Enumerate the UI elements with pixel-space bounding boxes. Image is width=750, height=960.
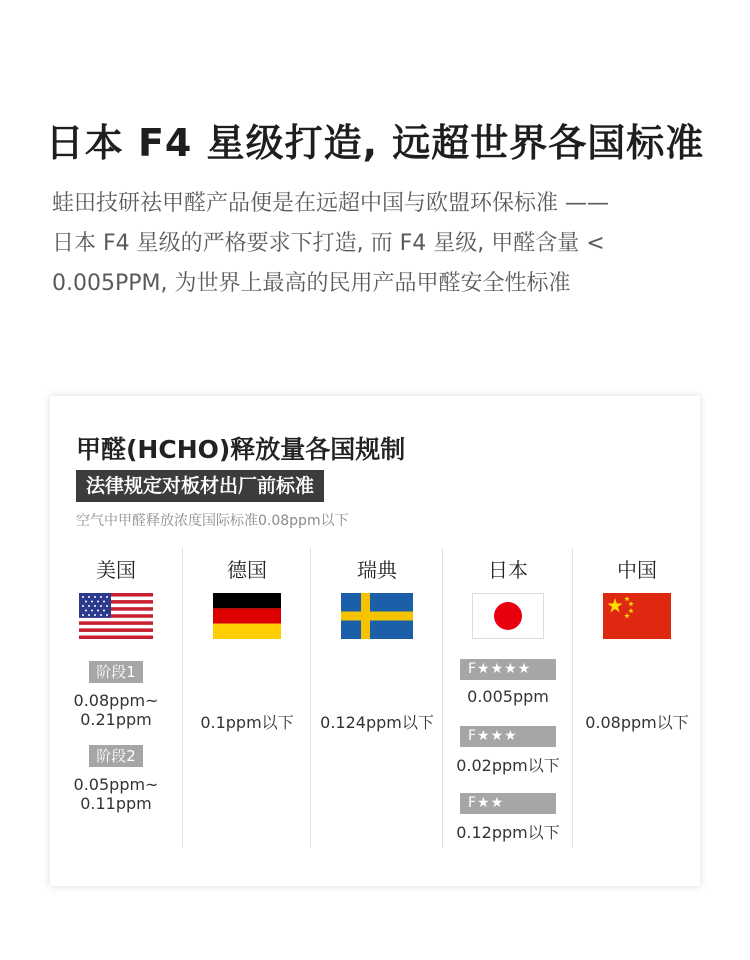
usa-stage1-value-line2: 0.21ppm — [80, 710, 152, 729]
country-column-china — [572, 548, 701, 848]
intro-line-2: 日本 F4 星级的严格要求下打造, 而 F4 星级, 甲醛含量 < — [52, 231, 605, 256]
usa-stage2-tag: 阶段2 — [89, 745, 143, 767]
japan-f2-value: 0.12ppm以下 — [456, 823, 560, 842]
usa-stage1-tag: 阶段1 — [89, 661, 143, 683]
intro-paragraph — [52, 184, 702, 304]
card-title: 甲醛(HCHO)释放量各国规制 — [76, 435, 406, 464]
country-column-sweden — [310, 548, 443, 848]
germany-value: 0.1ppm以下 — [200, 713, 294, 732]
usa-stage2-value-line2: 0.11ppm — [80, 794, 152, 813]
country-name-sweden: 瑞典 — [357, 558, 397, 582]
country-column-germany — [182, 548, 311, 848]
country-name-china: 中国 — [617, 558, 657, 582]
germany-flag-icon — [213, 593, 281, 639]
japan-f4-tag: F★★★★ — [460, 659, 556, 680]
usa-stage1-value-line1: 0.08ppm~ — [73, 691, 159, 710]
china-value: 0.08ppm以下 — [585, 713, 689, 732]
country-name-japan: 日本 — [488, 558, 528, 582]
usa-stage2-value-line1: 0.05ppm~ — [73, 775, 159, 794]
country-name-germany: 德国 — [227, 558, 267, 582]
usa-stage1-value — [50, 691, 182, 729]
japan-f2-tag: F★★ — [460, 793, 556, 814]
intro-line-1: 蛙田技研祛甲醛产品便是在远超中国与欧盟环保标准 —— — [52, 191, 609, 216]
intro-line-3: 0.005PPM, 为世界上最高的民用产品甲醛安全性标准 — [52, 271, 571, 296]
page-headline: 日本 F4 星级打造, 远超世界各国标准 — [45, 121, 705, 165]
country-column-japan — [442, 548, 573, 848]
sweden-flag-icon — [341, 593, 413, 639]
china-flag-icon — [603, 593, 671, 639]
usa-stage2-value — [50, 775, 182, 813]
usa-flag-icon — [79, 593, 153, 639]
country-column-usa — [50, 548, 182, 848]
japan-f4-value: 0.005ppm — [467, 687, 549, 706]
sweden-value: 0.124ppm以下 — [320, 713, 434, 732]
country-name-usa: 美国 — [96, 558, 136, 582]
regulation-card — [50, 396, 700, 886]
card-note: 空气中甲醛释放浓度国际标准0.08ppm以下 — [76, 513, 349, 529]
card-subtitle: 法律规定对板材出厂前标准 — [76, 470, 324, 502]
japan-f3-value: 0.02ppm以下 — [456, 756, 560, 775]
japan-flag-icon — [472, 593, 544, 639]
japan-f3-tag: F★★★ — [460, 726, 556, 747]
